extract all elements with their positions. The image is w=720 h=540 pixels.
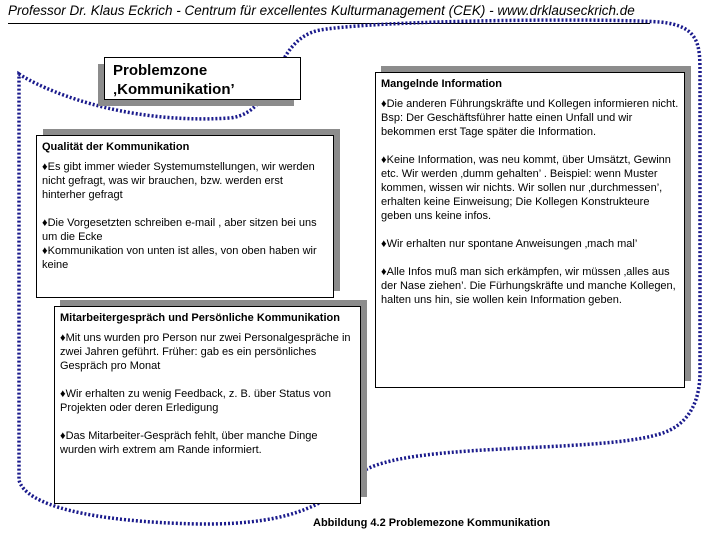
information-heading: Mangelnde Information	[381, 78, 502, 90]
information-item: ♦Wir erhalten nur spontane Anweisungen ‚mach mal’	[381, 238, 638, 250]
mitarbeiter-item: ♦Mit uns wurden pro Person nur zwei Personalgespräche in zwei Jahren geführt. Früher: gab es ein persönliches Gespräch pro Monat	[60, 332, 351, 372]
qualitaet-heading: Qualität der Kommunikation	[42, 141, 190, 153]
information-box	[375, 72, 685, 388]
figure-caption: Abbildung 4.2 Problemezone Kommunikation	[313, 517, 551, 529]
mitarbeiter-item: ♦Wir erhalten zu wenig Feedback, z. B. über Status von Projekten oder deren Erledigung	[60, 388, 331, 414]
mitarbeiter-item: ♦Das Mitarbeiter-Gespräch fehlt, über manche Dinge wurden wirh extrem am Rande informiert.	[60, 430, 318, 456]
qualitaet-box	[36, 135, 334, 298]
title-line-2: ‚Kommunikation’	[113, 81, 235, 98]
title-line-1: Problemzone	[113, 62, 208, 79]
page-header: Professor Dr. Klaus Eckrich - Centrum für excellentes Kulturmanagement (CEK) - www.drklauseckrich.de	[8, 3, 635, 18]
information-item: ♦Keine Information, was neu kommt, über Umsätzt, Gewinn etc. Wir werden ‚dumm gehalten’ . Beispiel: wenn Muster kommen, wissen wir nichts. Wir sollen nur ‚durchmessen’, erhalten keine Einweisung; Die Kollegen Konstrukteure geben uns keine infos.	[381, 154, 671, 222]
qualitaet-item: ♦Kommunikation von unten ist alles, von oben haben wir keine	[42, 245, 317, 271]
qualitaet-item: ♦Die Vorgesetzten schreiben e-mail , aber sitzen bei uns um die Ecke	[42, 217, 317, 243]
mitarbeiter-box	[54, 306, 361, 504]
mitarbeiter-heading: Mitarbeitergespräch und Persönliche Kommunikation	[60, 312, 340, 324]
title-box	[104, 57, 301, 100]
qualitaet-item: ♦Es gibt immer wieder Systemumstellungen, wir werden nicht gefragt, was wir brauchen, bzw. werden erst hinterher gefragt	[42, 161, 315, 201]
information-item: ♦Alle Infos muß man sich erkämpfen, wir müssen ‚alles aus der Nase ziehen’. Die Fürhungskräfte und manche Kollegen, halten uns hin, sie wollen kein Information geben.	[381, 266, 676, 306]
information-item: ♦Die anderen Führungskräfte und Kollegen informieren nicht. Bsp: Der Geschäftsführer hatte einen Unfall und wir bekommen erst Tage später die Information.	[381, 98, 679, 138]
